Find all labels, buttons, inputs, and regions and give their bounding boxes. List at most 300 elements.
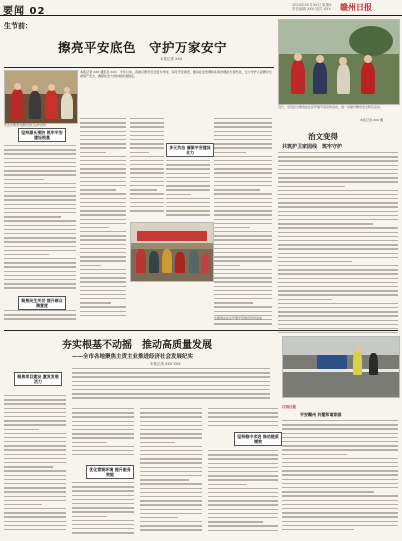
text-line [140,421,202,422]
text-line [140,437,202,438]
text-line [214,260,272,261]
body-column [140,408,202,537]
text-line [130,168,164,169]
text-line [282,504,398,505]
text-line [214,156,272,157]
text-line [140,425,202,426]
subhead-box [18,296,66,310]
text-line [214,252,272,253]
text-line [282,487,398,488]
text-line [214,298,272,299]
text-line [278,311,398,312]
text-line [4,166,76,167]
text-line [72,381,270,382]
text-line [214,290,272,291]
text-line [214,202,272,203]
text-line [282,516,398,517]
text-line [4,512,66,513]
text-line [140,442,175,443]
text-line [4,508,66,509]
text-line [214,160,272,161]
text-line [278,273,398,274]
text-line [80,122,126,123]
text-line [278,282,398,283]
newspaper-brand: 赣州日报 [340,2,372,12]
text-line [4,216,61,217]
text-line [72,503,134,504]
text-line [278,211,398,212]
section-divider [4,330,398,331]
text-line [80,156,126,157]
text-line [140,496,202,497]
bottom-right-label: 江西日报 [282,405,296,409]
text-line [4,454,66,455]
text-line [282,479,398,480]
text-line [80,126,126,127]
text-line [278,173,398,174]
text-line [72,368,270,369]
text-line [72,520,134,521]
text-line [4,283,76,284]
text-line [4,275,76,276]
text-line [166,194,191,195]
text-line [140,483,202,484]
text-line [80,189,116,190]
text-line [214,223,272,224]
text-line [4,395,66,396]
text-line [72,429,134,430]
text-line [140,521,202,522]
text-line [214,273,272,274]
text-line [278,190,398,191]
text-line [4,441,66,442]
bottom-right-headline: 平安赣州 共建和谐家园 [300,412,342,417]
text-line [282,529,354,530]
text-line [140,462,202,463]
text-line [282,495,398,496]
text-line [278,227,398,228]
text-line [72,408,134,409]
text-line [208,421,278,422]
text-line [80,160,126,161]
text-line [140,458,202,459]
text-line [130,181,164,182]
body-column [4,310,76,325]
text-line [130,206,164,207]
text-line [72,433,134,434]
text-line [4,183,76,184]
text-line [72,495,134,496]
subhead-box [18,128,66,142]
text-line [4,250,76,251]
photo-caption: 平安志愿者为群众进行反诈宣传 [4,123,47,127]
text-line [282,462,398,463]
text-line [72,446,134,447]
text-line [4,500,66,501]
text-line [140,416,202,417]
text-line [130,210,164,211]
text-line [140,408,202,409]
text-line [166,177,210,178]
text-line [214,244,272,245]
text-line [140,513,202,514]
text-line [208,479,278,480]
text-line [130,193,164,194]
text-line [282,483,398,484]
body-column [278,152,398,338]
text-line [80,302,111,303]
text-line [130,177,164,178]
text-line [166,185,210,186]
text-line [72,416,134,417]
text-line [282,441,398,442]
text-line [4,162,76,163]
text-line [80,239,126,240]
subhead-box [234,432,282,446]
text-line [4,504,42,505]
text-line [140,475,202,476]
text-line [214,189,260,190]
text-line [130,143,164,144]
text-line [278,324,398,325]
text-line [80,185,126,186]
story2-intro [72,368,270,404]
text-line [278,215,398,216]
text-line [4,314,76,315]
text-line [208,525,278,526]
body-column [130,118,164,218]
story-byline: 本报记者 XXX [160,57,183,61]
text-line [72,482,134,483]
text-line [4,445,66,446]
text-line [282,445,398,446]
side-photo-caption: 近日，章贡区志愿者在社区开展平安宣传活动，进一步提升群众安全防范意识。 [278,105,384,109]
text-line [282,525,398,526]
text-line [140,517,178,518]
body-column [72,408,134,462]
text-line [278,177,398,178]
text-line [282,512,398,513]
text-line [214,306,272,307]
text-line [140,454,202,455]
text-line [214,219,272,220]
text-line [214,193,272,194]
text-line [72,385,270,386]
text-line [130,160,164,161]
text-line [278,156,398,157]
text-line [4,318,76,319]
text-line [278,223,373,224]
text-line [130,122,164,123]
text-line [278,248,398,249]
text-line [214,269,272,270]
text-line [214,181,272,182]
text-line [4,246,76,247]
text-line [278,286,398,287]
text-line [214,126,272,127]
text-line [4,412,66,413]
text-line [140,529,202,530]
text-line [278,332,398,333]
text-line [282,449,398,450]
text-line [80,260,126,261]
text-line [80,281,126,282]
text-line [282,508,398,509]
text-line [4,158,76,159]
text-line [166,198,210,199]
text-line [4,174,76,175]
text-line [80,168,126,169]
text-line [278,299,332,300]
text-line [140,467,202,468]
text-line [214,152,246,153]
text-line [4,145,76,146]
text-line [282,491,374,492]
text-line [80,277,126,278]
body-column [208,450,278,537]
story-intro: 本报记者 XXX 通讯员 XXX 今年以来，各地以群众安全感为导向，深化平安建设，推动社会治理体系和治理能力现代化，全力守护人民群众生命财产安全，确保社会大局持续和谐稳定。 [80,70,272,79]
text-line [130,189,157,190]
text-line [4,399,66,400]
text-line [72,437,134,438]
text-line [278,160,398,161]
text-line [208,450,278,451]
text-line [72,397,270,398]
text-line [214,210,272,211]
text-line [278,303,398,304]
story-kicker: 生节前： [4,22,32,30]
text-line [278,265,398,266]
text-line [80,118,126,119]
text-line [72,511,134,512]
text-line [4,262,76,263]
text-line [4,525,66,526]
text-line [130,135,164,136]
text-line [130,126,164,127]
text-line [278,261,352,262]
text-line [130,131,164,132]
text-line [278,152,398,153]
text-line [130,156,164,157]
text-line [214,168,272,169]
text-line [130,172,164,173]
text-line [130,164,164,165]
text-line [4,424,66,425]
text-line [4,179,44,180]
text-line [72,389,270,390]
text-line [278,186,345,187]
text-line [4,470,66,471]
text-line [80,219,126,220]
text-line [282,466,398,467]
text-line [4,408,66,409]
text-line [80,235,126,236]
text-line [214,118,272,119]
body-column [214,118,272,328]
text-line [166,202,210,203]
text-line [208,412,278,413]
text-line [278,240,398,241]
text-line [278,290,398,291]
text-line [140,504,202,505]
text-line [72,490,134,491]
text-line [278,236,398,237]
text-line [4,416,66,417]
text-line [80,164,126,165]
text-line [208,484,247,485]
text-line [214,265,240,266]
text-line [72,507,134,508]
text-line [140,479,189,480]
side-story-subtitle: 共筑护卫家园线 筑牢守护 [282,144,343,150]
text-line [214,214,272,215]
body-column [80,118,126,323]
text-line [278,232,398,233]
text-line [4,258,76,259]
text-line [80,139,126,140]
text-line [278,307,398,308]
text-line [72,499,134,500]
text-line [80,306,126,307]
text-line [4,529,66,530]
text-line [282,500,398,501]
text-line [80,244,126,245]
body-column [282,420,398,537]
road-photo [282,336,400,398]
text-line [4,516,66,517]
text-line [208,496,278,497]
community-photo [130,222,214,282]
text-line [214,281,272,282]
story-headline: 擦亮平安底色 守护万家安宁 [58,40,228,55]
text-line [4,153,76,154]
subhead: 聚焦民生关切 提升群众满意度 [21,298,63,308]
text-line [208,425,278,426]
text-line [80,286,126,287]
text-line [166,164,210,165]
text-line [140,446,202,447]
text-line [4,199,76,200]
text-line [80,214,126,215]
text-line [80,198,126,199]
text-line [278,202,398,203]
text-line [4,466,53,467]
text-line [214,131,272,132]
text-line [166,181,210,182]
text-line [208,454,278,455]
text-line [208,492,278,493]
text-line [214,139,272,140]
text-line [166,160,210,161]
text-line [214,172,272,173]
text-line [72,528,134,529]
text-line [282,474,398,475]
text-line [4,287,76,288]
text-line [278,165,398,166]
text-line [166,210,210,211]
subhead: 优化营商环境 提升服务效能 [89,467,131,477]
text-line [4,475,66,476]
text-line [208,500,278,501]
text-line [4,483,66,484]
text-line [4,233,76,234]
text-line [140,488,202,489]
text-line [214,248,272,249]
text-line [214,323,272,324]
text-line [80,177,126,178]
text-line [80,135,126,136]
section-title: 要闻 02 [3,6,46,17]
text-line [278,315,398,316]
text-line [80,298,126,299]
text-line [80,181,126,182]
text-line [4,225,76,226]
text-line [214,185,272,186]
text-line [80,252,126,253]
text-line [72,372,270,373]
text-line [278,269,398,270]
text-line [208,467,278,468]
text-line [166,168,210,169]
text-line [80,315,126,316]
text-line [140,525,202,526]
text-line [208,408,278,409]
text-line [72,442,107,443]
text-line [4,403,66,404]
volunteers-photo [4,70,78,124]
text-line [214,294,272,295]
text-line [278,257,398,258]
text-line [72,516,107,517]
text-line [4,429,39,430]
text-line [282,470,398,471]
text-line [4,491,66,492]
text-line [80,294,126,295]
text-line [278,320,398,321]
text-line [130,185,164,186]
text-line [4,462,66,463]
subhead: 聚焦项目建设 激发发展活力 [17,374,59,384]
text-line [80,210,126,211]
text-line [214,231,272,232]
text-line [80,131,126,132]
side-story-title: 治文变得 [308,132,338,141]
story2-byline: 本报记者 XXX XXX [150,362,181,366]
text-line [4,521,66,522]
text-line [4,187,76,188]
text-line [282,521,398,522]
text-line [4,170,76,171]
text-line [4,212,76,213]
text-line [4,254,49,255]
text-line [80,269,126,270]
text-line [278,206,398,207]
headline-rule [4,67,274,68]
subhead: 坚持稳中求进 推动提质增效 [237,434,279,444]
text-line [214,147,272,148]
text-line [282,437,398,438]
text-line [166,189,210,190]
subhead: 坚持源头预防 筑牢平安建设根基 [21,130,63,140]
text-line [72,532,134,533]
text-line [278,253,398,254]
text-line [214,277,272,278]
text-line [130,139,164,140]
text-line [4,420,66,421]
body-column [4,395,66,537]
text-line [208,517,278,518]
subhead-box [86,465,134,479]
